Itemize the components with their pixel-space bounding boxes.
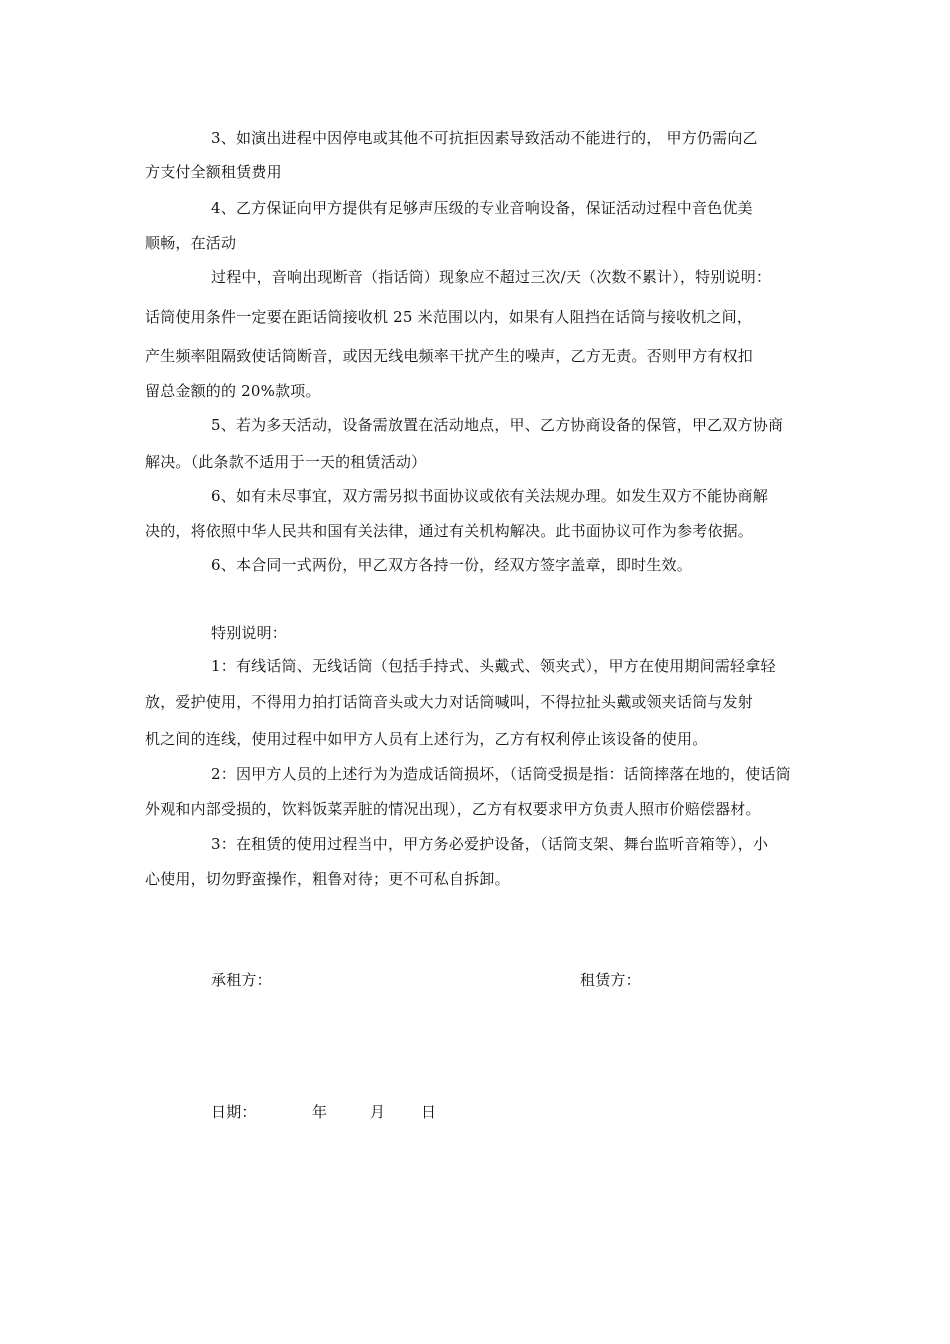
note-1-line-3: 机之间的连线，使用过程中如甲方人员有上述行为，乙方有权利停止该设备的使用。 bbox=[145, 730, 708, 748]
clause-6b-line-1: 6、本合同一式两份，甲乙双方各持一份，经双方签字盖章，即时生效。 bbox=[211, 556, 692, 574]
clause-4-line-6: 留总金额的的 20%款项。 bbox=[145, 382, 321, 400]
note-2-line-2: 外观和内部受损的，饮料饭菜弄脏的情况出现），乙方有权要求甲方负责人照市价赔偿器材。 bbox=[145, 800, 761, 818]
clause-5-line-2: 解决。（此条款不适用于一天的租赁活动） bbox=[145, 453, 427, 471]
clause-4-line-5: 产生频率阻隔致使话筒断音，或因无线电频率干扰产生的噪声，乙方无责。否则甲方有权扣 bbox=[145, 347, 754, 365]
clause-4-line-3: 过程中，音响出现断音（指话筒）现象应不超过三次/天（次数不累计），特别说明： bbox=[211, 268, 772, 286]
lessee-signature-label: 承租方： bbox=[211, 971, 272, 989]
note-1-line-2: 放，爱护使用，不得用力拍打话筒音头或大力对话筒喊叫，不得拉扯头戴或领夹话筒与发射 bbox=[145, 693, 754, 711]
lessor-signature-label: 租赁方： bbox=[580, 971, 641, 989]
clause-6a-line-2: 决的，将依照中华人民共和国有关法律，通过有关机构解决。此书面协议可作为参考依据。 bbox=[145, 522, 754, 540]
note-3-line-1: 3：在租赁的使用过程当中，甲方务必爱护设备，（话筒支架、舞台监听音箱等），小 bbox=[211, 835, 769, 853]
clause-3-line-1: 3、如演出进程中因停电或其他不可抗拒因素导致活动不能进行的， 甲方仍需向乙 bbox=[211, 129, 758, 147]
note-3-line-2: 心使用，切勿野蛮操作，粗鲁对待；更不可私自拆卸。 bbox=[145, 870, 510, 888]
date-label: 日期： bbox=[211, 1103, 257, 1121]
clause-4-line-2: 顺畅，在活动 bbox=[145, 234, 237, 252]
clause-5-line-1: 5、若为多天活动，设备需放置在活动地点，甲、乙方协商设备的保管，甲乙双方协商 bbox=[211, 416, 784, 434]
clause-6a-line-1: 6、如有未尽事宜，双方需另拟书面协议或依有关法规办理。如发生双方不能协商解 bbox=[211, 487, 768, 505]
note-1-line-1: 1：有线话筒、无线话筒（包括手持式、头戴式、领夹式），甲方在使用期间需轻拿轻 bbox=[211, 657, 776, 675]
clause-4-line-4: 话筒使用条件一定要在距话筒接收机 25 米范围以内，如果有人阻挡在话筒与接收机之间， bbox=[145, 308, 753, 326]
date-day-label: 日 bbox=[421, 1103, 437, 1121]
clause-3-line-2: 方支付全额租赁费用 bbox=[145, 163, 282, 181]
date-month-label: 月 bbox=[370, 1103, 386, 1121]
date-year-label: 年 bbox=[312, 1103, 328, 1121]
note-2-line-1: 2：因甲方人员的上述行为为造成话筒损坏，（话筒受损是指：话筒摔落在地的，使话筒 bbox=[211, 765, 791, 783]
clause-4-line-1: 4、乙方保证向甲方提供有足够声压级的专业音响设备，保证活动过程中音色优美 bbox=[211, 199, 753, 217]
special-notes-heading: 特别说明： bbox=[211, 624, 288, 642]
